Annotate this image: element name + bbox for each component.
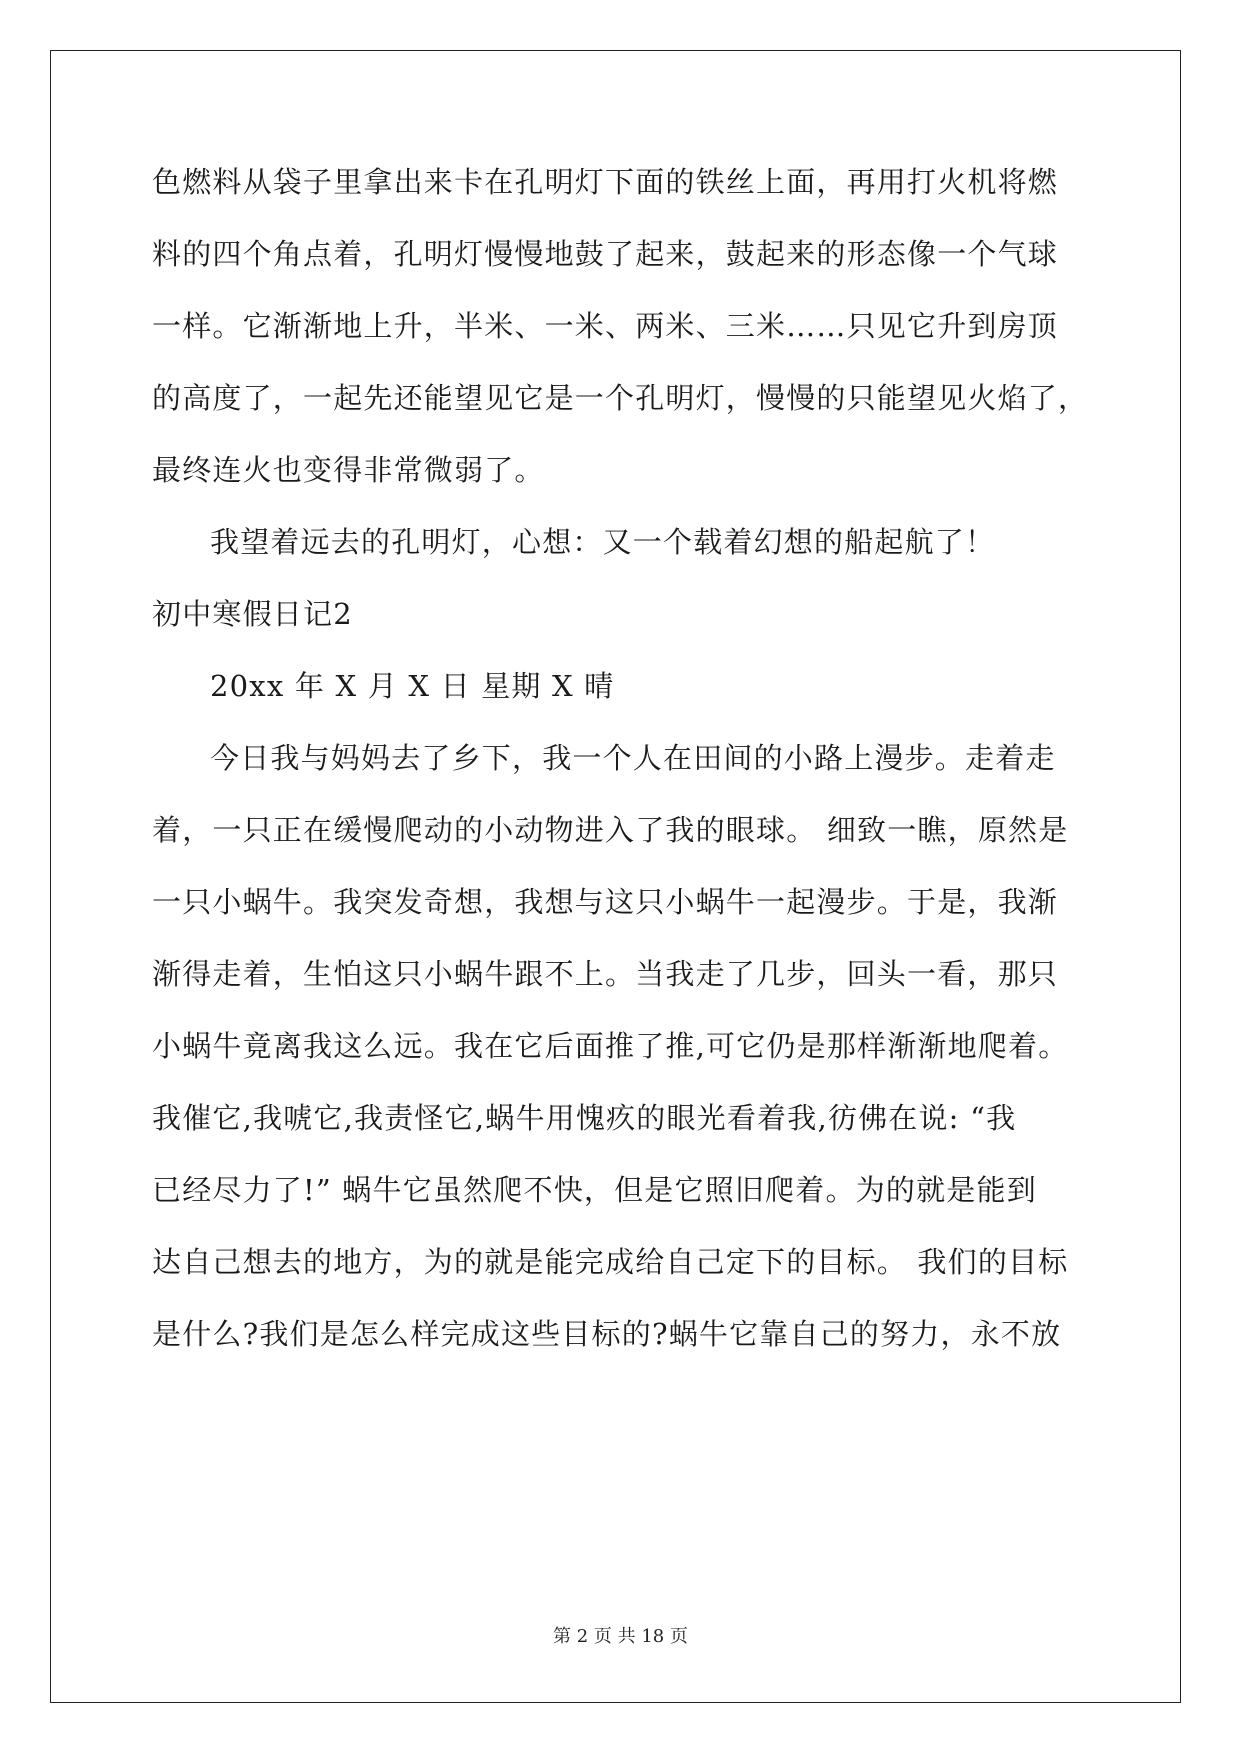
paragraph-line: 着，一只正在缓慢爬动的小动物进入了我的眼球。 细致一瞧，原然是 — [152, 813, 1069, 847]
paragraph-line: 是什么?我们是怎么样完成这些目标的?蜗牛它靠自己的努力，永不放 — [152, 1317, 1062, 1351]
paragraph-line: 已经尽力了!” 蜗牛它虽然爬不快，但是它照旧爬着。为的就是能到 — [152, 1173, 1037, 1207]
paragraph-line: 最终连火也变得非常微弱了。 — [152, 453, 545, 487]
paragraph-line: 的高度了，一起先还能望见它是一个孔明灯，慢慢的只能望见火焰了， — [152, 381, 1089, 415]
diary-date-line: 20xx 年 X 月 X 日 星期 X 晴 — [210, 669, 615, 703]
paragraph-line: 一样。它渐渐地上升，半米、一米、两米、三米……只见它升到房顶 — [152, 309, 1059, 343]
paragraph-line: 我望着远去的孔明灯，心想：又一个载着幻想的船起航了！ — [210, 525, 996, 559]
page-footer: 第 2 页 共 18 页 — [553, 1626, 688, 1647]
section-title: 初中寒假日记2 — [152, 597, 353, 631]
paragraph-line: 今日我与妈妈去了乡下，我一个人在田间的小路上漫步。走着走 — [210, 741, 1056, 775]
paragraph-line: 小蜗牛竟离我这么远。我在它后面推了推,可它仍是那样渐渐地爬着。 — [152, 1029, 1069, 1063]
paragraph-line: 渐得走着，生怕这只小蜗牛跟不上。当我走了几步，回头一看，那只 — [152, 957, 1059, 991]
paragraph-line: 我催它,我唬它,我责怪它,蜗牛用愧疚的眼光看着我,彷佛在说: “我 — [152, 1101, 1017, 1135]
paragraph-line: 达自己想去的地方，为的就是能完成给自己定下的目标。 我们的目标 — [152, 1245, 1069, 1279]
paragraph-line: 色燃料从袋子里拿出来卡在孔明灯下面的铁丝上面，再用打火机将燃 — [152, 165, 1059, 199]
paragraph-line: 一只小蜗牛。我突发奇想，我想与这只小蜗牛一起漫步。于是，我渐 — [152, 885, 1059, 919]
paragraph-line: 料的四个角点着，孔明灯慢慢地鼓了起来，鼓起来的形态像一个气球 — [152, 237, 1059, 271]
page-border — [50, 50, 1181, 1703]
